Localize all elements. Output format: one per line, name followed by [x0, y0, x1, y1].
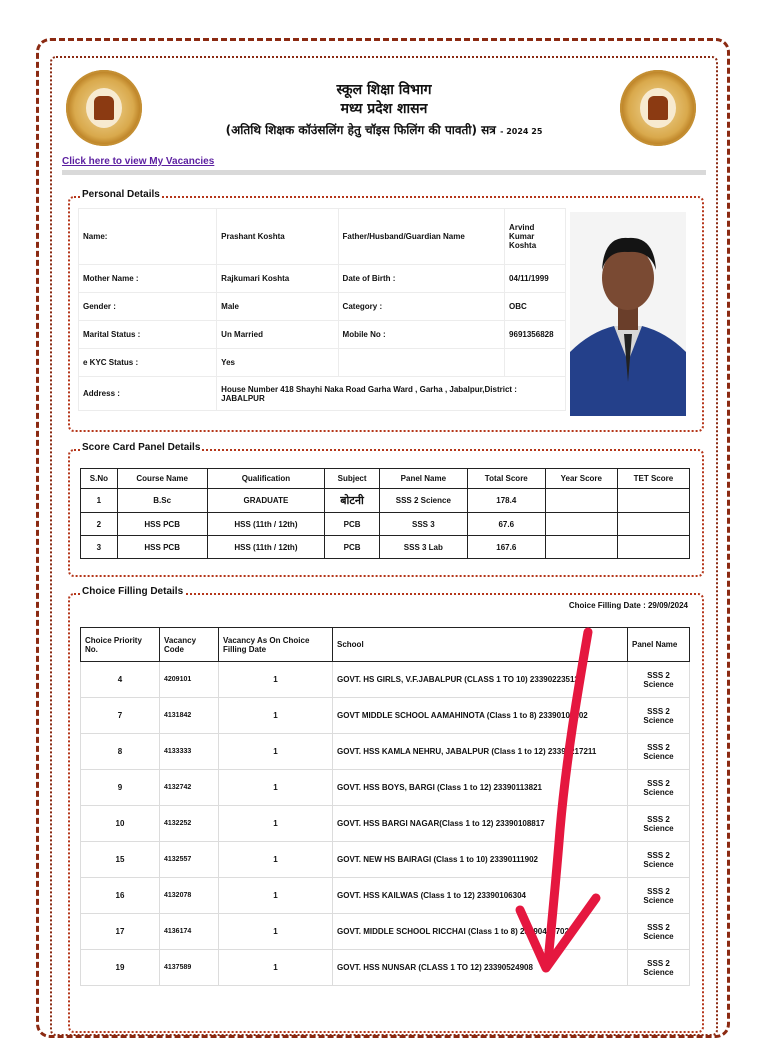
- ekyc-value: Yes: [217, 349, 338, 377]
- session-year: - 2024 25: [500, 127, 543, 136]
- cell: 167.6: [467, 536, 545, 559]
- school-cell: GOVT. HSS BARGI NAGAR(Class 1 to 12) 23390108817: [333, 806, 628, 842]
- panel-cell: SSS 2 Science: [628, 770, 690, 806]
- mobile-value: 9691356828: [505, 321, 566, 349]
- applicant-photo: [570, 212, 686, 416]
- acknowledgement-text: (अतिथि शिक्षक कॉउंसलिंग हेतु चॉइस फिलिंग की पावती) सत्र: [225, 123, 496, 137]
- government-title: मध्य प्रदेश शासन: [340, 101, 428, 117]
- cell: [617, 513, 689, 536]
- priority-cell: 7: [81, 698, 160, 734]
- vacancy-count-cell: 1: [219, 806, 333, 842]
- table-row: [81, 536, 690, 559]
- empty-cell: [505, 349, 566, 377]
- choice-filling-legend: Choice Filling Details: [82, 586, 184, 597]
- mobile-label: Mobile No :: [338, 321, 505, 349]
- panel-cell: SSS 2 Science: [628, 734, 690, 770]
- cell: 3: [81, 536, 118, 559]
- priority-cell: 15: [81, 842, 160, 878]
- table-row: [79, 209, 566, 265]
- panel-cell: SSS 2 Science: [628, 806, 690, 842]
- cell: [545, 513, 617, 536]
- applicant-photo-image: [570, 212, 686, 416]
- priority-cell: 4: [81, 662, 160, 698]
- table-row: [81, 950, 690, 986]
- col-header: Year Score: [545, 469, 617, 489]
- table-row: [81, 489, 690, 513]
- ekyc-label: e KYC Status :: [79, 349, 217, 377]
- table-row: [81, 842, 690, 878]
- table-row: [81, 513, 690, 536]
- panel-cell: SSS 2 Science: [628, 878, 690, 914]
- table-header-row: [81, 469, 690, 489]
- personal-details-legend: Personal Details: [82, 189, 160, 200]
- vacancy-count-cell: 1: [219, 698, 333, 734]
- priority-cell: 9: [81, 770, 160, 806]
- empty-cell: [338, 349, 505, 377]
- score-card-table: [80, 468, 690, 559]
- marital-label: Marital Status :: [79, 321, 217, 349]
- marital-value: Un Married: [217, 321, 338, 349]
- table-row: [81, 806, 690, 842]
- col-header: Total Score: [467, 469, 545, 489]
- table-row: [81, 698, 690, 734]
- address-value: House Number 418 Shayhi Naka Road Garha Ward , Garha , Jabalpur,District : JABALPUR: [217, 377, 566, 411]
- cell: 2: [81, 513, 118, 536]
- cell: [617, 489, 689, 513]
- cell: SSS 2 Science: [379, 489, 467, 513]
- guardian-label: Father/Husband/Guardian Name: [338, 209, 505, 265]
- guardian-value: Arvind Kumar Koshta: [505, 209, 566, 265]
- name-value: Prashant Koshta: [217, 209, 338, 265]
- cell: HSS (11th / 12th): [207, 513, 325, 536]
- col-header: Panel Name: [628, 628, 690, 662]
- mother-value: Rajkumari Koshta: [217, 265, 338, 293]
- col-header: S.No: [81, 469, 118, 489]
- vacancy-count-cell: 1: [219, 770, 333, 806]
- cell: PCB: [325, 513, 380, 536]
- cell: GRADUATE: [207, 489, 325, 513]
- table-row: [79, 377, 566, 411]
- dob-label: Date of Birth :: [338, 265, 505, 293]
- panel-cell: SSS 2 Science: [628, 914, 690, 950]
- table-row: [81, 914, 690, 950]
- category-label: Category :: [338, 293, 505, 321]
- col-header: Choice Priority No.: [81, 628, 160, 662]
- category-value: OBC: [505, 293, 566, 321]
- table-row: [81, 662, 690, 698]
- priority-cell: 8: [81, 734, 160, 770]
- score-card-legend: Score Card Panel Details: [82, 442, 201, 453]
- vacancy-code-cell: 4132742: [160, 770, 219, 806]
- vacancy-code-cell: 4132557: [160, 842, 219, 878]
- table-row: [79, 349, 566, 377]
- cell: 178.4: [467, 489, 545, 513]
- school-cell: GOVT. HSS KAMLA NEHRU, JABALPUR (Class 1 to 12) 23390217211: [333, 734, 628, 770]
- col-header: Panel Name: [379, 469, 467, 489]
- cell: SSS 3: [379, 513, 467, 536]
- vacancy-code-cell: 4136174: [160, 914, 219, 950]
- school-cell: GOVT. HS GIRLS, V.F.JABALPUR (CLASS 1 TO 10) 23390223512: [333, 662, 628, 698]
- cell: 67.6: [467, 513, 545, 536]
- priority-cell: 17: [81, 914, 160, 950]
- gender-value: Male: [217, 293, 338, 321]
- vacancy-code-cell: 4137589: [160, 950, 219, 986]
- vacancy-code-cell: 4131842: [160, 698, 219, 734]
- col-header: Subject: [325, 469, 380, 489]
- col-header: TET Score: [617, 469, 689, 489]
- cell: [545, 489, 617, 513]
- table-row: [81, 770, 690, 806]
- vacancy-code-cell: 4132078: [160, 878, 219, 914]
- divider-bar: [62, 170, 706, 175]
- view-vacancies-link[interactable]: Click here to view My Vacancies: [62, 156, 215, 167]
- address-label: Address :: [79, 377, 217, 411]
- table-row: [79, 265, 566, 293]
- panel-cell: SSS 2 Science: [628, 662, 690, 698]
- cell: बोटनी: [325, 489, 380, 513]
- school-cell: GOVT. HSS KAILWAS (Class 1 to 12) 23390106304: [333, 878, 628, 914]
- dob-value: 04/11/1999: [505, 265, 566, 293]
- panel-cell: SSS 2 Science: [628, 842, 690, 878]
- col-header: Vacancy As On Choice Filling Date: [219, 628, 333, 662]
- vacancy-count-cell: 1: [219, 662, 333, 698]
- school-cell: GOVT MIDDLE SCHOOL AAMAHINOTA (Class 1 to 8) 23390103102: [333, 698, 628, 734]
- col-header: School: [333, 628, 628, 662]
- col-header: Vacancy Code: [160, 628, 219, 662]
- priority-cell: 16: [81, 878, 160, 914]
- table-header-row: [81, 628, 690, 662]
- gender-label: Gender :: [79, 293, 217, 321]
- personal-details-table: [78, 208, 566, 411]
- school-cell: GOVT. NEW HS BAIRAGI (Class 1 to 10) 23390111902: [333, 842, 628, 878]
- cell: HSS (11th / 12th): [207, 536, 325, 559]
- department-title: स्कूल शिक्षा विभाग: [336, 82, 432, 98]
- table-row: [81, 878, 690, 914]
- vacancy-count-cell: 1: [219, 734, 333, 770]
- cell: PCB: [325, 536, 380, 559]
- cell: B.Sc: [117, 489, 207, 513]
- priority-cell: 19: [81, 950, 160, 986]
- choice-filling-table: [80, 627, 690, 986]
- vacancy-count-cell: 1: [219, 842, 333, 878]
- table-row: [81, 734, 690, 770]
- cell: HSS PCB: [117, 536, 207, 559]
- vacancy-count-cell: 1: [219, 950, 333, 986]
- col-header: Qualification: [207, 469, 325, 489]
- acknowledgement-title: [120, 121, 648, 138]
- panel-cell: SSS 2 Science: [628, 950, 690, 986]
- vacancy-code-cell: 4209101: [160, 662, 219, 698]
- table-row: [79, 321, 566, 349]
- cell: 1: [81, 489, 118, 513]
- school-cell: GOVT. HSS BOYS, BARGI (Class 1 to 12) 23390113821: [333, 770, 628, 806]
- vacancy-code-cell: 4133333: [160, 734, 219, 770]
- cell: SSS 3 Lab: [379, 536, 467, 559]
- vacancy-count-cell: 1: [219, 878, 333, 914]
- school-cell: GOVT. HSS NUNSAR (CLASS 1 TO 12) 23390524908: [333, 950, 628, 986]
- vacancy-code-cell: 4132252: [160, 806, 219, 842]
- table-row: [79, 293, 566, 321]
- choice-filling-date: Choice Filling Date : 29/09/2024: [568, 601, 688, 610]
- name-label: Name:: [79, 209, 217, 265]
- vacancy-count-cell: 1: [219, 914, 333, 950]
- col-header: Course Name: [117, 469, 207, 489]
- mother-label: Mother Name :: [79, 265, 217, 293]
- cell: [545, 536, 617, 559]
- school-cell: GOVT. MIDDLE SCHOOL RICCHAI (Class 1 to 8) 23390419702: [333, 914, 628, 950]
- cell: [617, 536, 689, 559]
- panel-cell: SSS 2 Science: [628, 698, 690, 734]
- priority-cell: 10: [81, 806, 160, 842]
- cell: HSS PCB: [117, 513, 207, 536]
